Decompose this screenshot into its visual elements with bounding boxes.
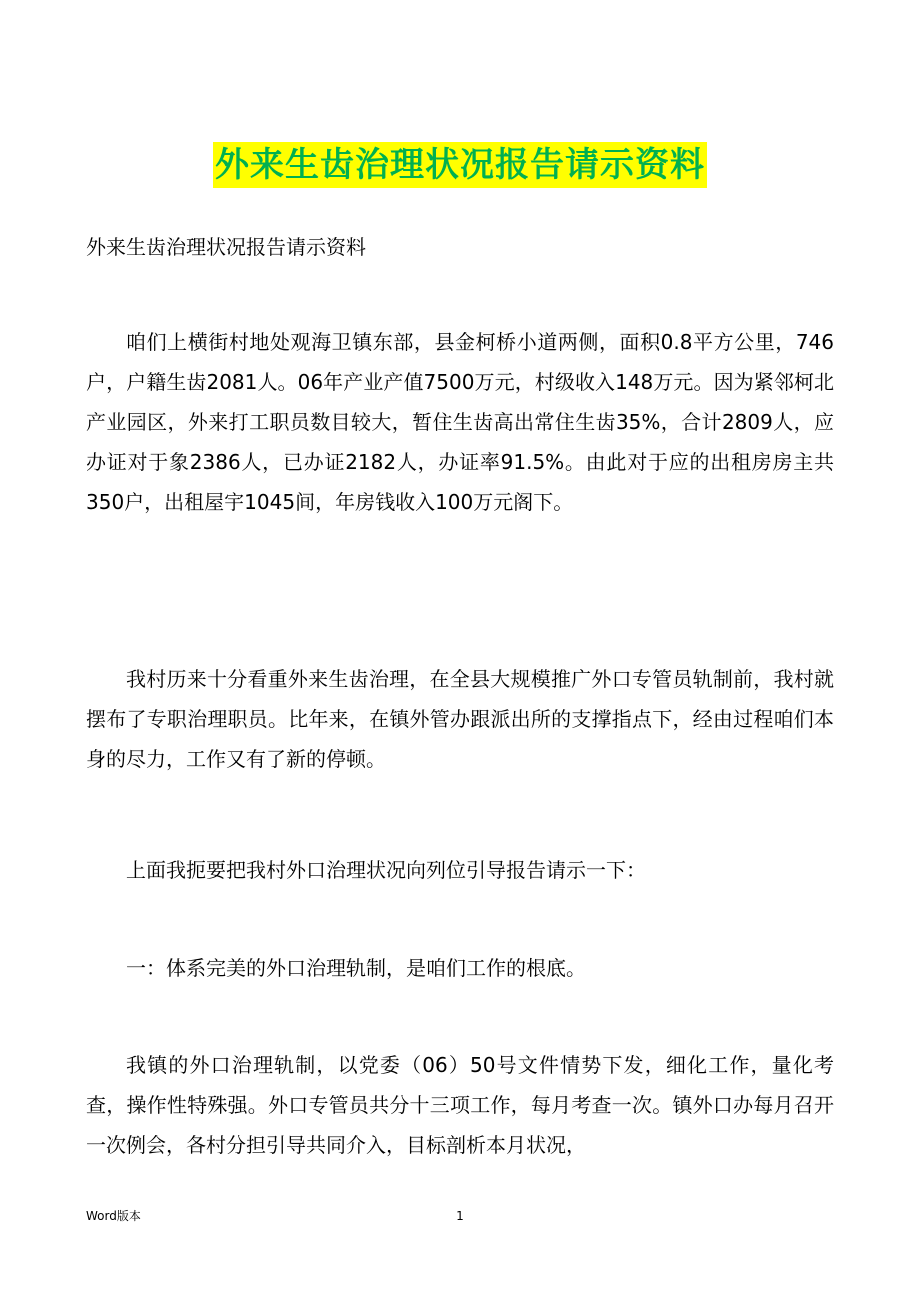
title-container <box>0 142 920 188</box>
page-number: 1 <box>456 1209 464 1223</box>
body-paragraph-2: 我村历来十分看重外来生齿治理，在全县大规模推广外口专管员轨制前，我村就摆布了专职治理职员。比年来，在镇外管办跟派出所的支撑指点下，经由过程咱们本身的尽力，工作又有了新的停顿。 <box>86 667 834 771</box>
body-paragraph-4: 我镇的外口治理轨制，以党委（06）50号文件情势下发，细化工作，量化考查，操作性特殊强。外口专管员共分十三项工作，每月考查一次。镇外口办每月召开一次例会，各村分担引导共同介入，目标剖析本月状况， <box>86 1053 834 1157</box>
body-paragraph-1: 咱们上横街村地处观海卫镇东部，县金柯桥小道两侧，面积0.8平方公里，746户，户籍生齿2081人。06年产业产值7500万元，村级收入148万元。因为紧邻柯北产业园区，外来打工职员数目较大，暂住生齿高出常住生齿35%，合计2809人，应办证对于象2386人，已办证2182人，办证率91.5%。由此对于应的出租房房主共350户，出租屋宇1045间，年房钱收入100万元阁下。 <box>86 330 834 514</box>
document-title: 外来生齿治理状况报告请示资料 <box>213 142 707 188</box>
footer-label: Word版本 <box>86 1209 141 1223</box>
document-subtitle: 外来生齿治理状况报告请示资料 <box>86 235 366 259</box>
section-heading-1: 一：体系完美的外口治理轨制，是咱们工作的根底。 <box>126 956 586 980</box>
body-paragraph-3: 上面我扼要把我村外口治理状况向列位引导报告请示一下： <box>126 858 646 882</box>
